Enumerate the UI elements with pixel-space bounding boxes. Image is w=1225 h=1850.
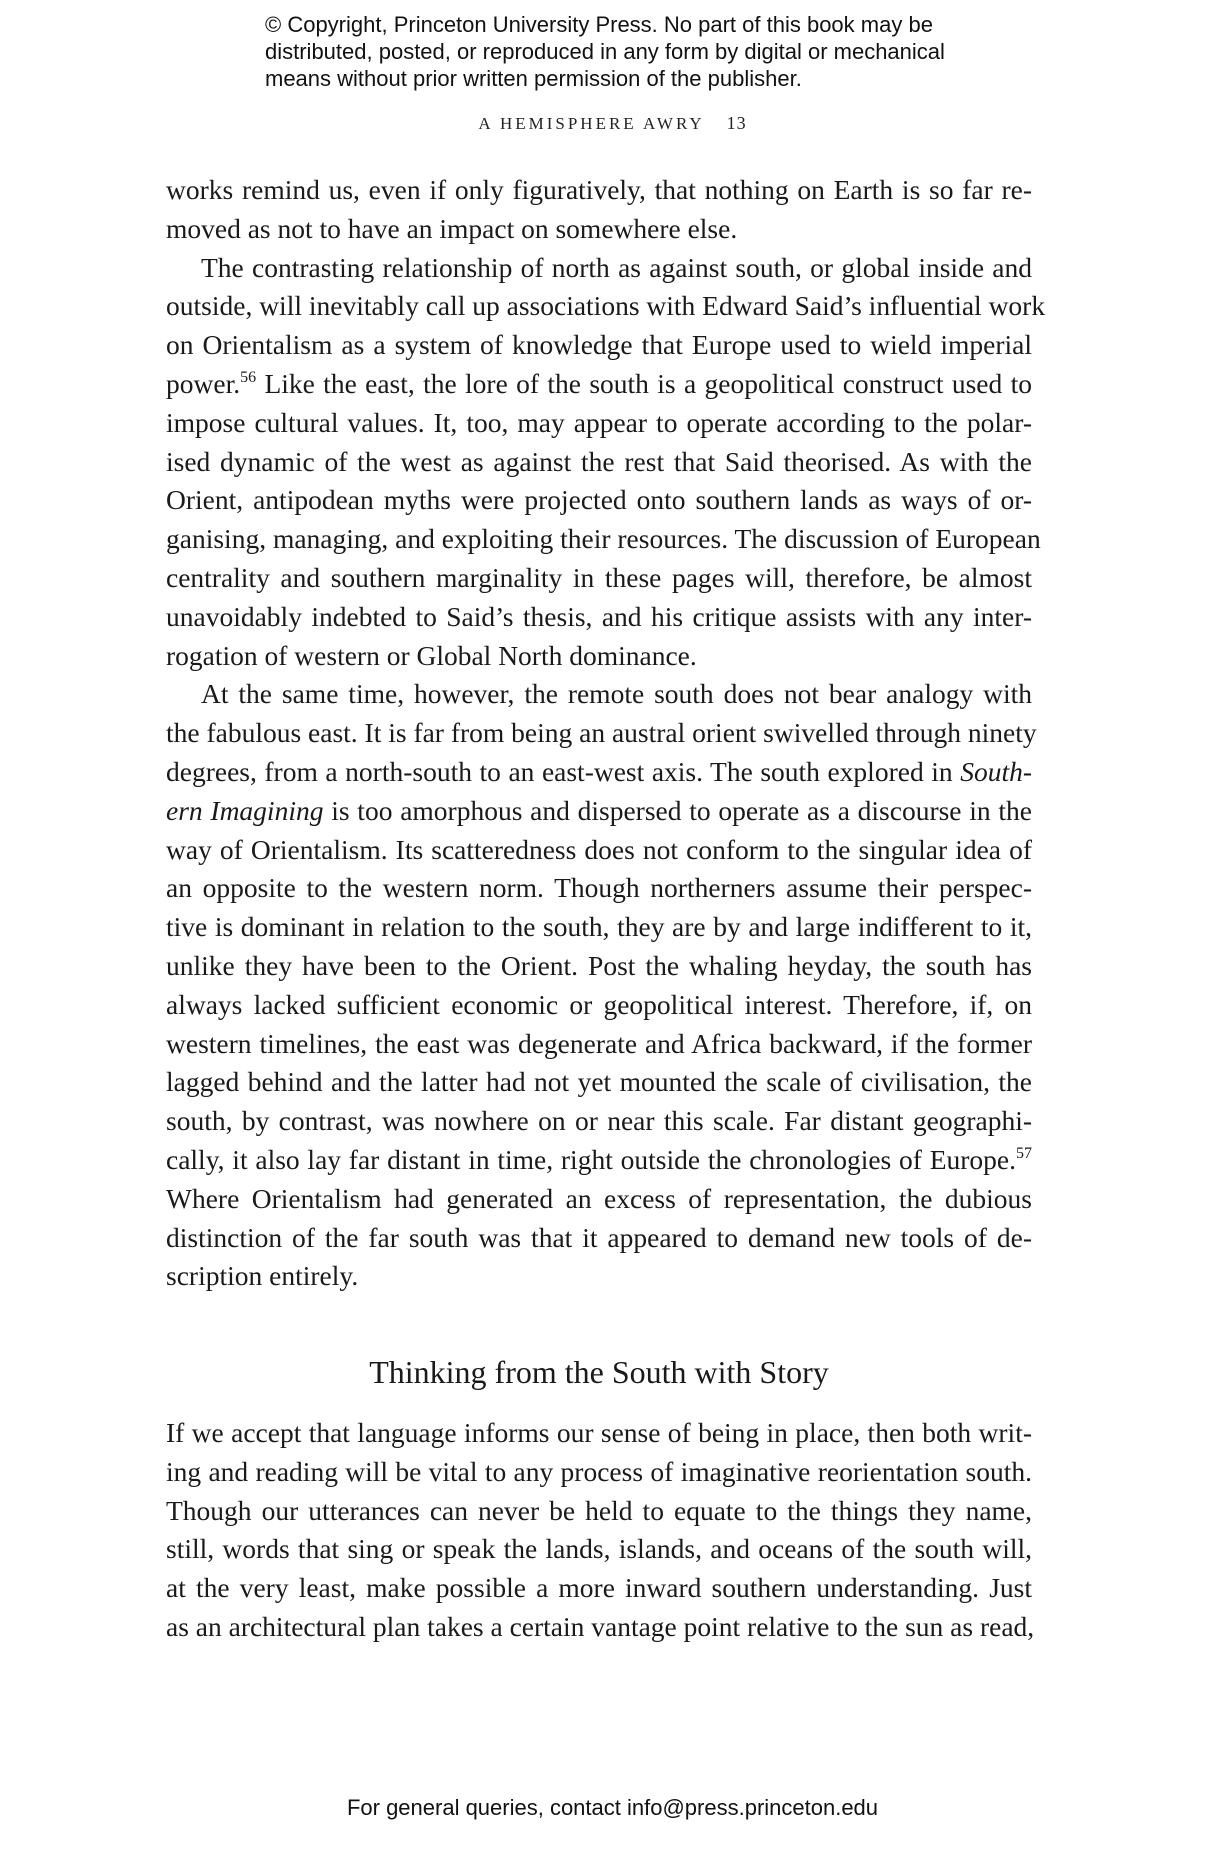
text-line: western timelines, the east was degenerate and Africa backward, if the former xyxy=(166,1027,1032,1059)
copyright-line: means without prior written permission of the publisher. xyxy=(265,66,802,91)
text-line: south, by contrast, was nowhere on or near this scale. Far distant geographi- xyxy=(166,1105,1032,1137)
contact-footer: For general queries, contact info@press.princeton.edu xyxy=(346,1795,879,1820)
text-line: ing and reading will be vital to any process of imaginative reorientation south. xyxy=(166,1455,1032,1487)
text-line: centrality and southern marginality in these pages will, therefore, be almost xyxy=(166,561,1032,593)
text-line: unlike they have been to the Orient. Post the whaling heyday, the south has xyxy=(166,949,1032,981)
book-title-italic: South- xyxy=(960,755,1032,787)
text-span: cally, it also lay far distant in time, right outside the chronologies of Europe. xyxy=(166,1143,1016,1175)
book-title-italic: ern Imagining xyxy=(166,794,324,826)
text-span: power. xyxy=(166,367,241,399)
text-line xyxy=(166,1141,1032,1180)
text-line: lagged behind and the latter had not yet mounted the scale of civilisation, the xyxy=(166,1066,1032,1098)
text-line: tive is dominant in relation to the south, they are by and large indifferent to it, xyxy=(166,911,1032,943)
footnote-marker[interactable]: 56 xyxy=(240,368,257,386)
text-line: moved as not to have an impact on somewhere else. xyxy=(166,212,738,244)
text-line: Orient, antipodean myths were projected onto southern lands as ways of or- xyxy=(166,484,1032,516)
page-number: 13 xyxy=(726,113,747,133)
text-line: Where Orientalism had generated an excess of representation, the dubious xyxy=(166,1182,1032,1214)
copyright-notice xyxy=(265,11,1025,92)
text-line xyxy=(166,365,1032,404)
text-line: The contrasting relationship of north as against south, or global inside and xyxy=(201,251,1032,283)
text-span: degrees, from a north-south to an east-west axis. The south explored in xyxy=(166,755,961,787)
text-line: an opposite to the western norm. Though northerners assume their perspec- xyxy=(166,872,1032,904)
text-line xyxy=(166,753,1032,792)
text-line: impose cultural values. It, too, may appear to operate according to the polar- xyxy=(166,406,1032,438)
text-span: is too amorphous and dispersed to operate as a discourse in the xyxy=(323,794,1032,826)
text-line: still, words that sing or speak the lands, islands, and oceans of the south will, xyxy=(166,1533,1032,1565)
text-line: on Orientalism as a system of knowledge that Europe used to wield imperial xyxy=(166,329,1032,361)
body-text xyxy=(166,171,1046,1296)
text-line: as an architectural plan takes a certain vantage point relative to the sun as read, xyxy=(166,1610,1035,1642)
section-body-text xyxy=(166,1414,1035,1647)
section-heading: Thinking from the South with Story xyxy=(369,1354,829,1390)
text-line: unavoidably indebted to Said’s thesis, and his critique assists with any inter- xyxy=(166,600,1032,632)
text-line: If we accept that language informs our sense of being in place, then both writ- xyxy=(166,1417,1032,1448)
copyright-line: © Copyright, Princeton University Press. No part of this book may be xyxy=(265,12,933,37)
text-line: works remind us, even if only figuratively, that nothing on Earth is so far re- xyxy=(166,174,1032,205)
text-line: always lacked sufficient economic or geopolitical interest. Therefore, if, on xyxy=(166,988,1032,1020)
text-line: scription entirely. xyxy=(166,1260,359,1292)
text-line: distinction of the far south was that it appeared to demand new tools of de- xyxy=(166,1221,1032,1253)
text-line: rogation of western or Global North dominance. xyxy=(166,639,697,671)
footnote-marker[interactable]: 57 xyxy=(1016,1144,1032,1162)
text-line: outside, will inevitably call up associations with Edward Said’s influential work xyxy=(166,290,1046,322)
text-line: At the same time, however, the remote south does not bear analogy with xyxy=(201,678,1032,710)
text-line: at the very least, make possible a more inward southern understanding. Just xyxy=(166,1572,1032,1604)
copyright-line: distributed, posted, or reproduced in any form by digital or mechanical xyxy=(265,39,945,64)
text-line: ised dynamic of the west as against the rest that Said theorised. As with the xyxy=(166,445,1032,477)
text-line: way of Orientalism. Its scatteredness does not conform to the singular idea of xyxy=(166,833,1032,865)
text-line xyxy=(166,792,1032,831)
running-head xyxy=(0,113,1225,134)
text-span: Like the east, the lore of the south is a geopolitical construct used to xyxy=(256,367,1032,399)
text-line: ganising, managing, and exploiting their resources. The discussion of European xyxy=(166,523,1041,555)
text-line: Though our utterances can never be held to equate to the things they name, xyxy=(166,1494,1032,1526)
text-line: the fabulous east. It is far from being an austral orient swivelled through ninety xyxy=(166,717,1037,749)
running-head-title: A HEMISPHERE AWRY xyxy=(478,114,705,133)
